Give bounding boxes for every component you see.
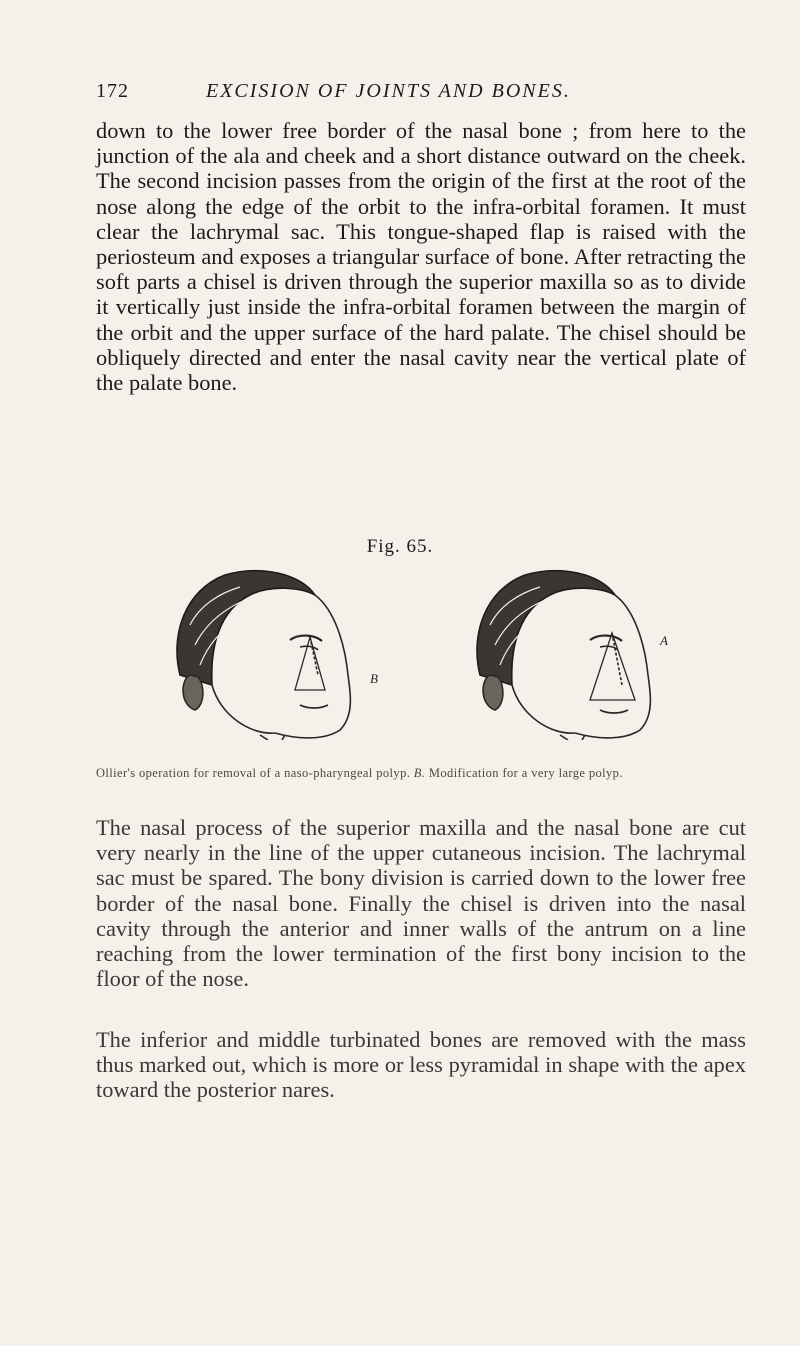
paragraph-3: The inferior and middle turbinated bones are removed with the mass thus marked out, which is more or less pyramidal in shape with the apex toward the posterior nares. [96, 1027, 746, 1103]
caption-b-letter: B. [413, 766, 426, 780]
running-title: EXCISION OF JOINTS AND BONES. [206, 80, 571, 102]
caption-a: Ollier's operation for removal of a naso-pharyngeal polyp. [96, 766, 411, 780]
page-number: 172 [96, 80, 129, 102]
head-illustration-left [177, 571, 350, 740]
figure-65 [150, 565, 770, 740]
figure-illustration [150, 565, 770, 740]
head-illustration-right [477, 571, 650, 740]
figure-letter-a: A [660, 633, 668, 648]
caption-b: Modification for a very large polyp. [428, 766, 623, 780]
figure-label: Fig. 65. [366, 536, 434, 557]
figure-letter-b: B [370, 671, 378, 686]
paragraph-1: down to the lower free border of the nasal bone ; from here to the junction of the ala and cheek and a short distance outward on the cheek. The second incision passes from the origin of the first at the root of the nose along the edge of the orbit to the infra-orbital foramen. It must clear the lachrymal sac. This tongue-shaped flap is raised with the periosteum and exposes a triangular surface of bone. After retracting the soft parts a chisel is driven through the superior maxilla so as to divide it vertically just inside the infra-orbital foramen between the margin of the orbit and the upper surface of the hard palate. The chisel should be obliquely directed and enter the nasal cavity near the vertical plate of the palate bone. [96, 118, 746, 396]
paragraph-2: The nasal process of the superior maxilla and the nasal bone are cut very nearly in the line of the upper cutaneous incision. The lachrymal sac must be spared. The bony division is carried down to the lower free border of the nasal bone. Finally the chisel is driven into the nasal cavity through the anterior and inner walls of the antrum on a line reaching from the lower termination of the first bony incision to the floor of the nose. [96, 815, 746, 992]
figure-caption [96, 765, 751, 782]
